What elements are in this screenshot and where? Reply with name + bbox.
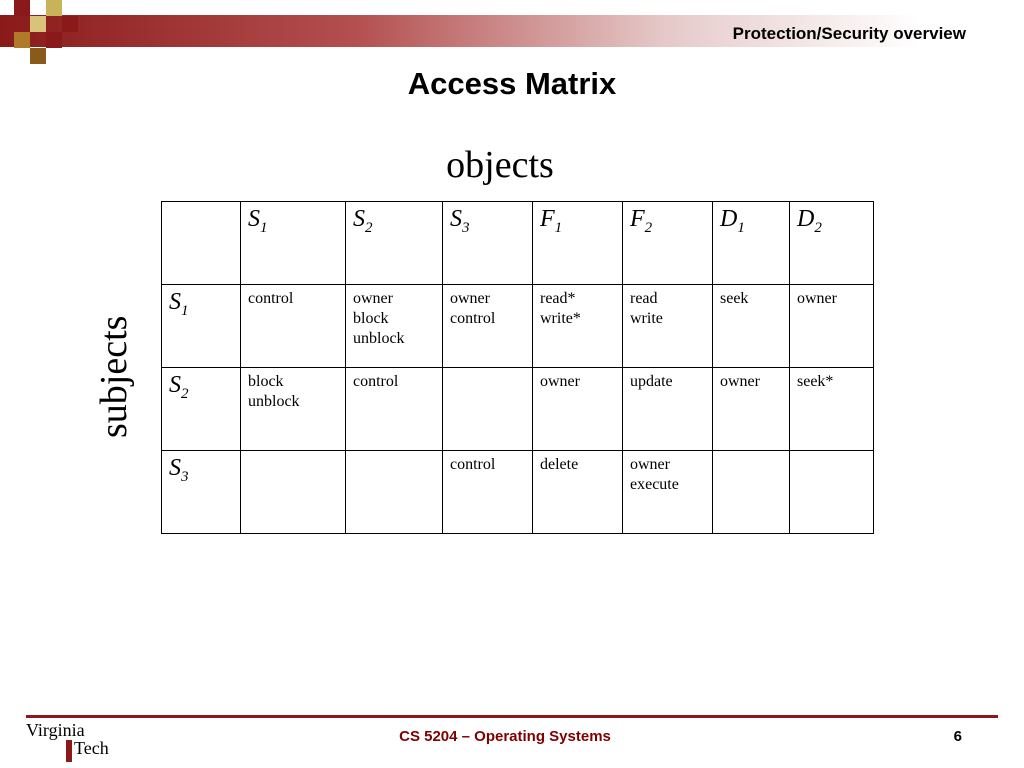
matrix-cell: owner execute (623, 451, 713, 534)
matrix-cell: read* write* (533, 285, 623, 368)
matrix-cell (346, 451, 443, 534)
logo-text-virginia: Virginia (26, 720, 85, 740)
objects-axis-label: objects (446, 144, 554, 186)
matrix-row (162, 285, 874, 368)
matrix-cell: seek (713, 285, 790, 368)
matrix-column-header: $F_2$ (623, 202, 713, 285)
matrix-cell (443, 368, 533, 451)
matrix-cell (790, 451, 874, 534)
matrix-cell: delete (533, 451, 623, 534)
logo-text-tech: Tech (74, 738, 109, 758)
header-decor-square (14, 0, 30, 16)
matrix-cell: owner block unblock (346, 285, 443, 368)
matrix-cell: owner (790, 285, 874, 368)
matrix-column-header: $D_2$ (790, 202, 874, 285)
section-title: Protection/Security overview (732, 24, 966, 43)
header-decor-square (46, 0, 62, 16)
matrix-row-header: $S_1$ (162, 285, 241, 368)
header-decor-square (62, 16, 78, 32)
page-number: 6 (953, 728, 962, 745)
matrix-row (162, 451, 874, 534)
matrix-column-header: $S_3$ (443, 202, 533, 285)
matrix-cell (713, 451, 790, 534)
matrix-cell: control (443, 451, 533, 534)
matrix-row-header: $S_2$ (162, 368, 241, 451)
matrix-column-header: $S_2$ (346, 202, 443, 285)
matrix-cell: owner (713, 368, 790, 451)
header-decor-square (30, 16, 46, 32)
matrix-cell: update (623, 368, 713, 451)
access-matrix-table (161, 201, 874, 534)
matrix-cell: read write (623, 285, 713, 368)
matrix-column-header: $S_1$ (241, 202, 346, 285)
matrix-column-header: $F_1$ (533, 202, 623, 285)
footer-rule (26, 715, 998, 718)
header-decor-square (14, 32, 30, 48)
header-decor-square (46, 32, 62, 48)
matrix-cell (241, 451, 346, 534)
matrix-cell: control (241, 285, 346, 368)
slide-title: Access Matrix (407, 66, 617, 101)
matrix-cell: seek* (790, 368, 874, 451)
subjects-axis-label: subjects (93, 315, 135, 438)
matrix-row (162, 368, 874, 451)
matrix-cell: owner control (443, 285, 533, 368)
footer-course-title: CS 5204 – Operating Systems (399, 728, 611, 745)
matrix-column-header: $D_1$ (713, 202, 790, 285)
matrix-corner-cell (162, 202, 241, 285)
matrix-cell: block unblock (241, 368, 346, 451)
matrix-cell: control (346, 368, 443, 451)
matrix-row-header: $S_3$ (162, 451, 241, 534)
header-decor-square (30, 48, 46, 64)
matrix-header-row (162, 202, 874, 285)
matrix-cell: owner (533, 368, 623, 451)
